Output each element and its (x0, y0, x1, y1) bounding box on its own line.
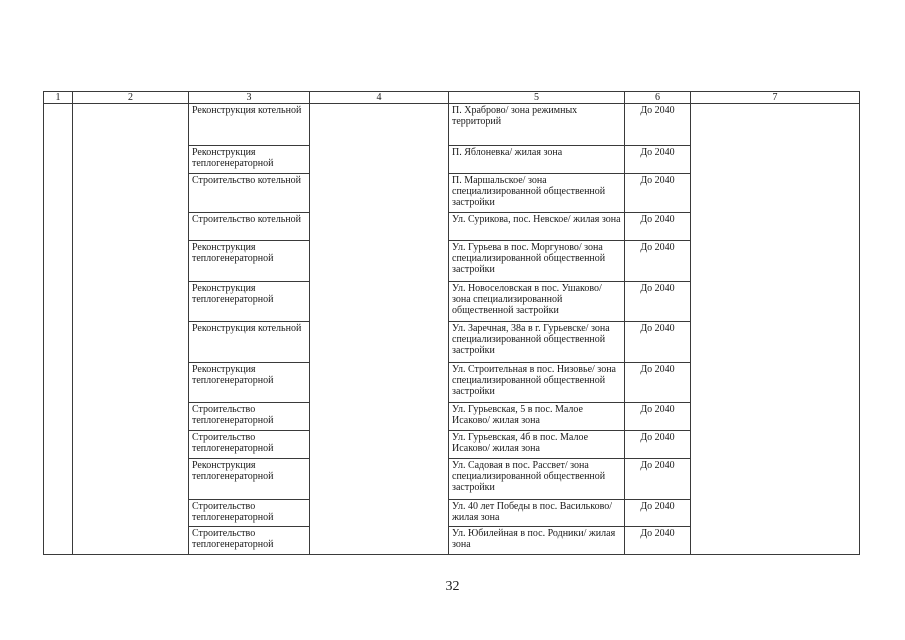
deadline-cell: До 2040 (625, 213, 691, 241)
deadline-cell: До 2040 (625, 241, 691, 282)
work-type-cell: Реконструкция котельной (189, 104, 310, 146)
work-type-cell: Реконструкция теплогенераторной (189, 459, 310, 500)
column-header-7: 7 (691, 92, 860, 104)
location-cell: П. Яблоневка/ жилая зона (449, 146, 625, 174)
location-cell: Ул. Садовая в пос. Рассвет/ зона специализированной общественной застройки (449, 459, 625, 500)
location-cell: Ул. 40 лет Победы в пос. Васильково/ жилая зона (449, 500, 625, 527)
deadline-cell: До 2040 (625, 282, 691, 322)
work-type-cell: Строительство теплогенераторной (189, 403, 310, 431)
work-type-cell: Строительство теплогенераторной (189, 500, 310, 527)
location-cell: Ул. Заречная, 38а в г. Гурьевске/ зона специализированной общественной застройки (449, 322, 625, 363)
deadline-cell: До 2040 (625, 500, 691, 527)
deadline-cell: До 2040 (625, 174, 691, 213)
column-header-6: 6 (625, 92, 691, 104)
deadline-cell: До 2040 (625, 322, 691, 363)
deadline-cell: До 2040 (625, 459, 691, 500)
column-header-2: 2 (73, 92, 189, 104)
deadline-cell: До 2040 (625, 104, 691, 146)
location-cell: Ул. Юбилейная в пос. Родники/ жилая зона (449, 527, 625, 555)
column-header-4: 4 (310, 92, 449, 104)
work-type-cell: Реконструкция котельной (189, 322, 310, 363)
work-type-cell: Реконструкция теплогенераторной (189, 241, 310, 282)
deadline-cell: До 2040 (625, 363, 691, 403)
location-cell: Ул. Строительная в пос. Низовье/ зона специализированной общественной застройки (449, 363, 625, 403)
column-header-5: 5 (449, 92, 625, 104)
deadline-cell: До 2040 (625, 527, 691, 555)
location-cell: Ул. Сурикова, пос. Невское/ жилая зона (449, 213, 625, 241)
column-7-cell (691, 104, 860, 555)
deadline-cell: До 2040 (625, 146, 691, 174)
column-header-1: 1 (44, 92, 73, 104)
work-type-cell: Реконструкция теплогенераторной (189, 363, 310, 403)
work-type-cell: Строительство теплогенераторной (189, 431, 310, 459)
column-4-cell (310, 104, 449, 555)
location-cell: Ул. Гурьевская, 5 в пос. Малое Исаково/ жилая зона (449, 403, 625, 431)
column-1-cell (44, 104, 73, 555)
table-header-row (44, 92, 860, 104)
location-cell: Ул. Новоселовская в пос. Ушаково/ зона специализированной общественной застройки (449, 282, 625, 322)
work-type-cell: Строительство котельной (189, 174, 310, 213)
deadline-cell: До 2040 (625, 431, 691, 459)
work-type-cell: Строительство котельной (189, 213, 310, 241)
table-row (44, 104, 860, 146)
column-2-cell (73, 104, 189, 555)
work-type-cell: Реконструкция теплогенераторной (189, 282, 310, 322)
work-type-cell: Реконструкция теплогенераторной (189, 146, 310, 174)
deadline-cell: До 2040 (625, 403, 691, 431)
work-type-cell: Строительство теплогенераторной (189, 527, 310, 555)
location-cell: П. Храброво/ зона режимных территорий (449, 104, 625, 146)
column-header-3: 3 (189, 92, 310, 104)
location-cell: П. Маршальское/ зона специализированной общественной застройки (449, 174, 625, 213)
page-number: 32 (445, 579, 460, 594)
location-cell: Ул. Гурьевская, 4б в пос. Малое Исаково/ жилая зона (449, 431, 625, 459)
location-cell: Ул. Гурьева в пос. Моргуново/ зона специализированной общественной застройки (449, 241, 625, 282)
data-table (43, 91, 860, 555)
